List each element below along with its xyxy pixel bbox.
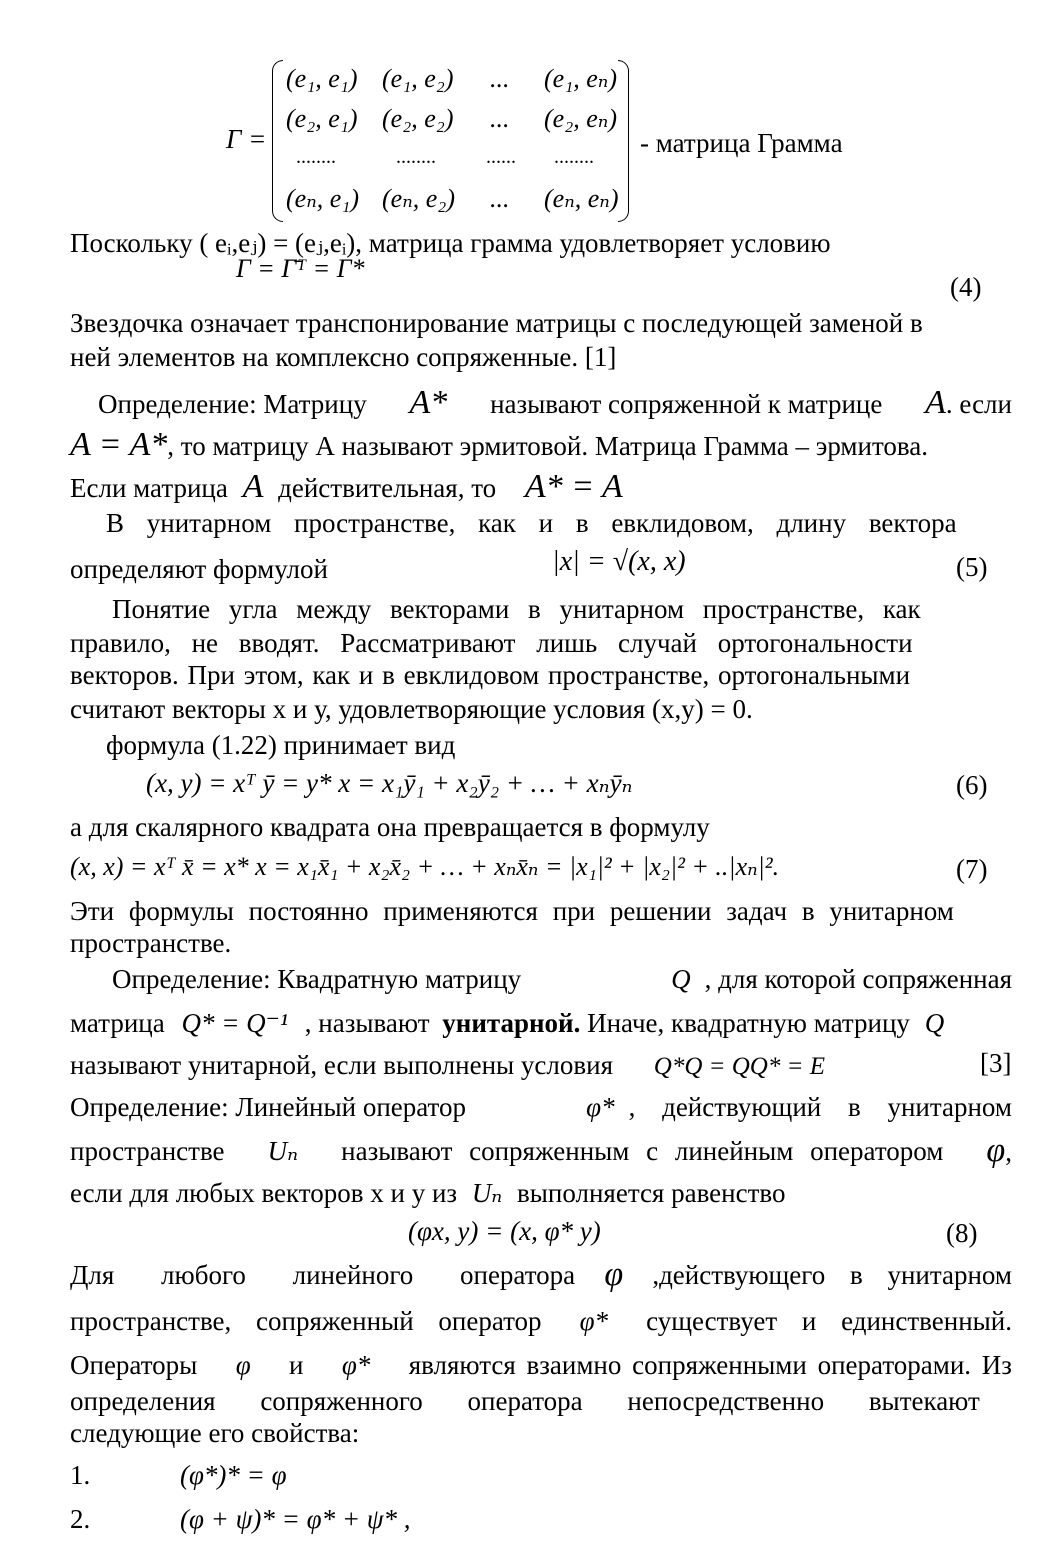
paragraph-length-2: определяют формулой [70, 554, 328, 584]
paragraph-existence-5: следующие его свойства: [70, 1418, 360, 1448]
definition-hermitian-2: A = A*, то матрицу А называют эрмитовой. Матрица Грамма – эрмитова. [70, 426, 929, 463]
definition-adjoint-3: если для любых векторов х и у из Uₙ выполняется равенство [70, 1178, 786, 1208]
definition-unitary-1: Определение: Квадратную матрицу Q , для которой сопряженная [112, 964, 1012, 994]
paragraph-existence-1: Для любого линейного оператора φ ,действующего в унитарном [70, 1256, 1012, 1293]
definition-adjoint-2: пространстве Uₙ называют сопряженным с линейным оператором φ, [70, 1132, 1012, 1169]
paragraph-length-1: В унитарном пространстве, как и в евклидовом, длину вектора [106, 508, 957, 538]
definition-hermitian-3: Если матрица A действительная, то A* = A [70, 468, 623, 505]
equation-4-number: (4) [950, 272, 982, 302]
paragraph-scalar-square: а для скалярного квадрата она превращается в формулу [70, 812, 710, 842]
gram-caption: - матрица Грамма [640, 128, 843, 158]
matrix-left-bracket [272, 60, 283, 222]
definition-hermitian-1: Определение: Матрицу A* называют сопряженной к матрице A. если [98, 384, 1012, 421]
equation-8: (φx, y) = (x, φ* y) [408, 1216, 601, 1246]
definition-unitary-3: называют унитарной, если выполнены условия Q*Q = QQ* = E [70, 1050, 825, 1080]
paragraph-existence-4: определения сопряженного оператора непосредственно вытекают [70, 1386, 980, 1416]
paragraph-existence-2: пространстве, сопряженный оператор φ* существует и единственный. [70, 1306, 1012, 1336]
property-item-1: 1. (φ*)* = φ [70, 1460, 287, 1490]
paragraph-asterisk-1: Звездочка означает транспонирование матрицы с последующей заменой в [70, 308, 923, 338]
definition-unitary-2: матрица Q* = Q⁻¹ , называют унитарной. Иначе, квадратную матрицу Q [70, 1008, 945, 1038]
equation-4: Γ = Γ̄ᵀ = Γ* [236, 254, 365, 283]
paragraph-formulas-used-2: пространстве. [70, 928, 232, 958]
gram-lhs: Γ = [226, 124, 267, 154]
equation-8-number: (8) [946, 1218, 978, 1248]
equation-5: |x| = √(x, x) [552, 546, 686, 577]
matrix-right-bracket [618, 60, 629, 222]
equation-7-number: (7) [956, 854, 988, 884]
paragraph-angle-2: правило, не вводят. Рассматривают лишь случай ортогональности [70, 628, 913, 658]
document-page: Γ = (e₁, e₁) (e₁, e₂) ... (e₁, eₙ) (e₂, e₁) (e₂, e₂) ... (e₂, eₙ) ........ ........ ...... ........ (eₙ, e₁) (eₙ, e₂) ... (eₙ, eₙ) - матрица Грамма Поскольку ( eᵢ,eⱼ) = (eⱼ,eᵢ), матрица грамма удовлетворяет условию Γ = Γ̄ᵀ = Γ* (4) Звездочка означает транспонирование матрицы с последующей заменой в ней элементов на комплексно сопряженные. [1] Определение: Матрицу A* называют сопряженной к матрице A. если A = A*, то матрицу А называют эрмитовой. Матрица Грамма – эрмитова. Если матрица A действительная, то A* = A В унитарном пространстве, как и в евклидовом, длину вектора определяют формулой |x| = √(x, x) (5) Понятие угла между векторами в унитарном пространстве, как правило, не вводят. Рассматривают лишь случай ортогональности векторов. При этом, как и в евклидовом пространстве, ортогональными считают векторы х и у, удовлетворяющие условия (х,у) = 0. формула (1.22) принимает вид (x, y) = xᵀ ȳ = y* x = x₁ȳ₁ + x₂ȳ₂ + … + xₙȳₙ (6) а для скалярного квадрата она превращается в формулу (x, x) = xᵀ x̄ = x* x = x₁x̄₁ + x₂x̄₂ + … + xₙx̄ₙ = |x₁|² + |x₂|² + ..|xₙ|². (7) Эти формулы постоянно применяются при решении задач в унитарном пространстве. Определение: Квадратную матрицу Q , для которой сопряженная матрица Q* = Q⁻¹ , называют унитарной. Иначе, квадратную матрицу Q называют унитарной, если выполнены условия Q*Q = QQ* = E [3] Определение: Линейный оператор φ* , действующий в унитарном пространстве Uₙ называют сопряженным с линейным оператором φ, если для любых векторов х и у из Uₙ выполняется равенство (φx, y) = (x, φ* y) (8) Для любого линейного оператора φ ,действующего в унитарном пространстве, сопряженный оператор φ* существует и единственный. Операторы φ и φ* являются взаимно сопряженными операторами. Из определения сопряженного оператора непосредственно вытекают следующие его свойства: 1. (φ*)* = φ 2. (φ + ψ)* = φ* + ψ* , [0, 0, 1062, 1559]
reference-3: [3] [980, 1048, 1012, 1078]
equation-7: (x, x) = xᵀ x̄ = x* x = x₁x̄₁ + x₂x̄₂ + … + xₙx̄ₙ = |x₁|² + |x₂|² + ..|xₙ|². [70, 852, 780, 881]
paragraph-angle-4: считают векторы х и у, удовлетворяющие условия (х,у) = 0. [70, 694, 753, 724]
paragraph-angle-3: векторов. При этом, как и в евклидовом пространстве, ортогональными [70, 660, 911, 690]
paragraph-formulas-used-1: Эти формулы постоянно применяются при решении задач в унитарном [70, 896, 954, 926]
paragraph-existence-3: Операторы φ и φ* являются взаимно сопряженными операторами. Из [70, 1350, 1012, 1380]
paragraph-formula-122: формула (1.22) принимает вид [106, 730, 456, 760]
equation-6: (x, y) = xᵀ ȳ = y* x = x₁ȳ₁ + x₂ȳ₂ + … + xₙȳₙ [146, 768, 633, 798]
equation-6-number: (6) [956, 770, 988, 800]
definition-adjoint-1: Определение: Линейный оператор φ* , действующий в унитарном [70, 1092, 1012, 1122]
paragraph-symmetry: Поскольку ( eᵢ,eⱼ) = (eⱼ,eᵢ), матрица грамма удовлетворяет условию [70, 228, 831, 258]
paragraph-angle-1: Понятие угла между векторами в унитарном пространстве, как [112, 594, 921, 624]
equation-5-number: (5) [956, 552, 988, 582]
property-item-2: 2. (φ + ψ)* = φ* + ψ* , [70, 1504, 411, 1534]
paragraph-asterisk-2: ней элементов на комплексно сопряженные. [1] [70, 342, 617, 372]
